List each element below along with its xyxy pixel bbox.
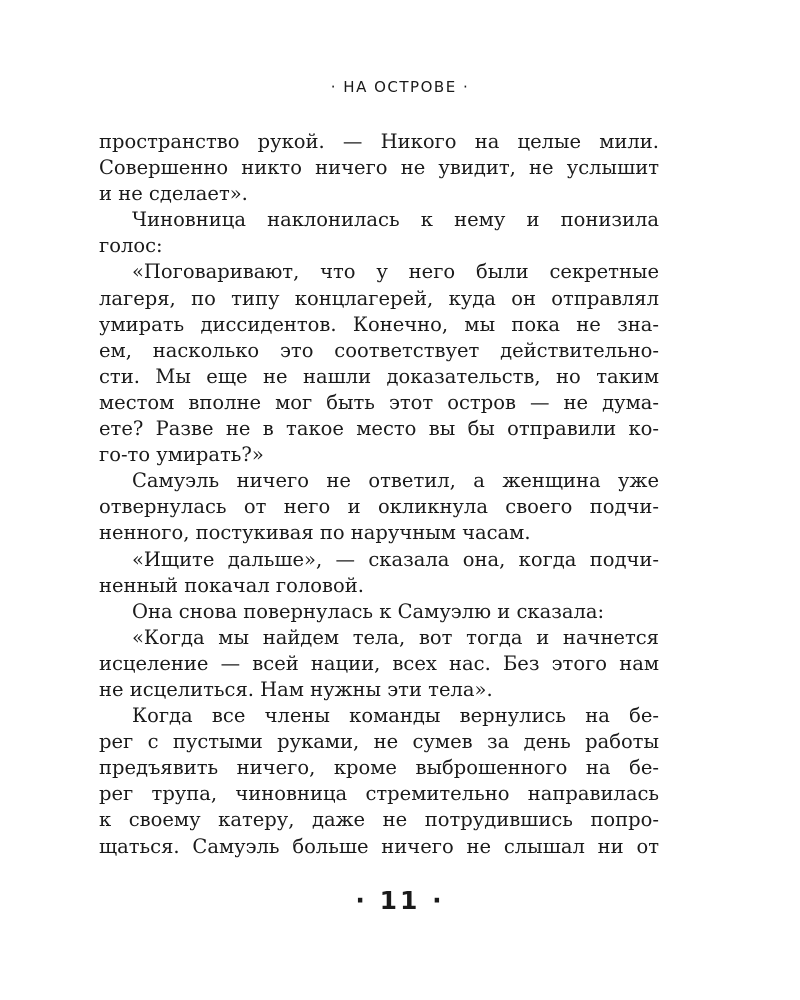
text-line: отвернулась от него и окликнула своего подчи- bbox=[99, 495, 659, 519]
page-text bbox=[99, 129, 659, 860]
text-line: ете? Разве не в такое место вы бы отправили ко- bbox=[99, 417, 659, 441]
text-line: голос: bbox=[99, 234, 163, 258]
text-line: «Ищите дальше», — сказала она, когда подчи- bbox=[132, 547, 659, 571]
text-line: Самуэль ничего не ответил, а женщина уже bbox=[132, 469, 659, 493]
text-line: Совершенно никто ничего не увидит, не услышит bbox=[99, 156, 659, 180]
text-line: рег с пустыми руками, не сумев за день работы bbox=[99, 730, 659, 754]
text-line: «Поговаривают, что у него были секретные bbox=[132, 260, 659, 284]
text-line: ем, насколько это соответствует действительно- bbox=[99, 338, 659, 362]
text-line: Когда все члены команды вернулись на бе- bbox=[132, 704, 659, 728]
text-line: лагеря, по типу концлагерей, куда он отправлял bbox=[99, 286, 659, 310]
text-line: го-то умирать?» bbox=[99, 443, 264, 467]
text-line: Она снова повернулась к Самуэлю и сказала: bbox=[132, 599, 605, 623]
text-line: Чиновница наклонилась к нему и понизила bbox=[132, 208, 659, 232]
text-line: ненный покачал головой. bbox=[99, 573, 364, 597]
text-line: местом вполне мог быть этот остров — не дума- bbox=[99, 390, 659, 414]
text-line: «Когда мы найдем тела, вот тогда и начнется bbox=[132, 625, 659, 649]
text-line: исцеление — всей нации, всех нас. Без этого нам bbox=[99, 651, 659, 675]
text-line: и не сделает». bbox=[99, 182, 248, 206]
text-line: щаться. Самуэль больше ничего не слышал ни от bbox=[99, 834, 659, 858]
text-line: сти. Мы еще не нашли доказательств, но таким bbox=[99, 364, 659, 388]
text-line: предъявить ничего, кроме выброшенного на бе- bbox=[99, 756, 659, 780]
text-line: умирать диссидентов. Конечно, мы пока не зна- bbox=[99, 312, 659, 336]
text-line: ненного, постукивая по наручным часам. bbox=[99, 521, 531, 545]
text-line: рег трупа, чиновница стремительно направилась bbox=[99, 782, 659, 806]
running-head: · НА ОСТРОВЕ · bbox=[330, 78, 470, 96]
text-line: пространство рукой. — Никого на целые мили. bbox=[99, 130, 659, 153]
page-number: · 11 · bbox=[355, 886, 445, 915]
text-line: к своему катеру, даже не потрудившись попро- bbox=[99, 808, 659, 832]
text-line: не исцелиться. Нам нужны эти тела». bbox=[99, 677, 493, 701]
